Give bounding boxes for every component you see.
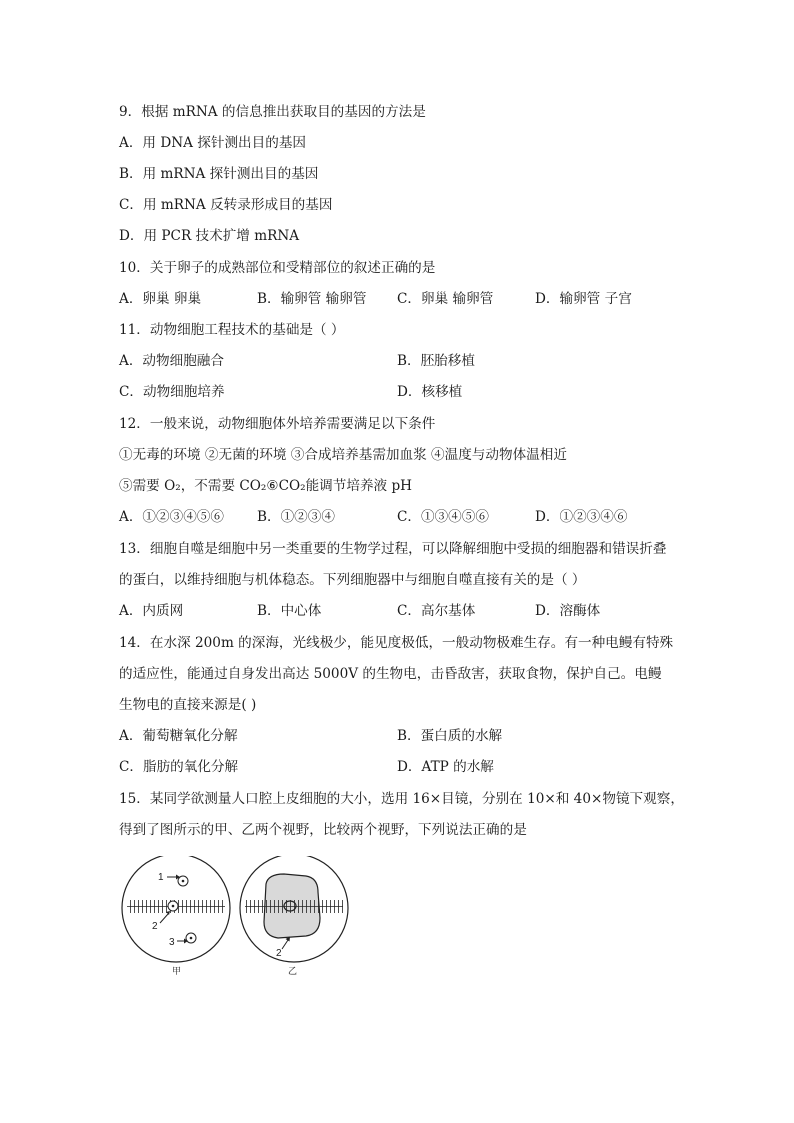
field-of-view-yi bbox=[240, 856, 348, 976]
q9-stem: 9．根据 mRNA 的信息推出获取目的基因的方法是 bbox=[119, 104, 426, 120]
q9-option-d: D．用 PCR 技术扩增 mRNA bbox=[119, 228, 300, 244]
q10-option-c: C．卵巢 输卵管 bbox=[397, 291, 494, 307]
q13-option-d: D．溶酶体 bbox=[535, 603, 601, 619]
q15-stem-line1: 15．某同学欲测量人口腔上皮细胞的大小，选用 16×目镜，分别在 10×和 40×物镜下观察， bbox=[119, 791, 684, 807]
q13-stem-line2: 的蛋白，以维持细胞与机体稳态。下列细胞器中与细胞自噬直接有关的是（ ） bbox=[119, 572, 586, 588]
q14-option-d: D．ATP 的水解 bbox=[397, 759, 494, 775]
q13-option-b: B．中心体 bbox=[257, 603, 322, 619]
jia-caption: 甲 bbox=[172, 966, 182, 976]
field-of-view-jia bbox=[122, 856, 230, 976]
q10-option-b: B．输卵管 输卵管 bbox=[257, 291, 367, 307]
q12-conditions-line1: ①无毒的环境 ②无菌的环境 ③合成培养基需加血浆 ④温度与动物体温相近 bbox=[119, 447, 567, 463]
q15-stem-line2: 得到了图所示的甲、乙两个视野，比较两个视野，下列说法正确的是 bbox=[119, 822, 527, 838]
q12-conditions-line2: ⑤需要 O₂，不需要 CO₂⑥CO₂能调节培养液 pH bbox=[119, 478, 413, 494]
q14-option-c: C．脂肪的氧化分解 bbox=[119, 759, 239, 775]
q14-stem-line1: 14．在水深 200m 的深海，光线极少，能见度极低，一般动物极难生存。有一种电鳗有特殊 bbox=[119, 635, 674, 651]
q13-stem-line1: 13．细胞自噬是细胞中另一类重要的生物学过程，可以降解细胞中受损的细胞器和错误折叠 bbox=[119, 541, 667, 557]
q15-microscope-figure bbox=[118, 856, 358, 981]
q9-option-b: B．用 mRNA 探针测出目的基因 bbox=[119, 166, 319, 182]
q12-option-a: A．①②③④⑤⑥ bbox=[119, 509, 224, 525]
q12-stem: 12．一般来说，动物细胞体外培养需要满足以下条件 bbox=[119, 416, 436, 432]
jia-label-1: 1 bbox=[158, 872, 164, 883]
q9-option-a: A．用 DNA 探针测出目的基因 bbox=[119, 135, 307, 151]
q9-option-c: C．用 mRNA 反转录形成目的基因 bbox=[119, 197, 333, 213]
q14-option-b: B．蛋白质的水解 bbox=[397, 728, 503, 744]
q11-option-a: A．动物细胞融合 bbox=[119, 353, 224, 369]
q11-stem: 11．动物细胞工程技术的基础是（ ） bbox=[119, 322, 345, 338]
q11-option-d: D．核移植 bbox=[397, 384, 463, 400]
jia-label-2: 2 bbox=[152, 921, 158, 932]
q14-option-a: A．葡萄糖氧化分解 bbox=[119, 728, 238, 744]
jia-label-3: 3 bbox=[169, 937, 175, 948]
q11-option-b: B．胚胎移植 bbox=[397, 353, 475, 369]
q12-option-c: C．①③④⑤⑥ bbox=[397, 509, 489, 525]
q14-stem-line2: 的适应性，能通过自身发出高达 5000V 的生物电，击昏敌害，获取食物，保护自己。电鳗 bbox=[119, 666, 662, 682]
q12-option-d: D．①②③④⑥ bbox=[535, 509, 628, 525]
q10-option-d: D．输卵管 子宫 bbox=[535, 291, 632, 307]
q12-option-b: B．①②③④ bbox=[257, 509, 335, 525]
yi-label-2: 2 bbox=[276, 948, 282, 959]
q13-option-c: C．高尔基体 bbox=[397, 603, 476, 619]
q14-stem-line3: 生物电的直接来源是( ) bbox=[119, 697, 257, 713]
q10-option-a: A．卵巢 卵巢 bbox=[119, 291, 202, 307]
q11-option-c: C．动物细胞培养 bbox=[119, 384, 225, 400]
yi-caption: 乙 bbox=[288, 966, 298, 976]
q13-option-a: A．内质网 bbox=[119, 603, 184, 619]
q10-stem: 10．关于卵子的成熟部位和受精部位的叙述正确的是 bbox=[119, 260, 436, 276]
